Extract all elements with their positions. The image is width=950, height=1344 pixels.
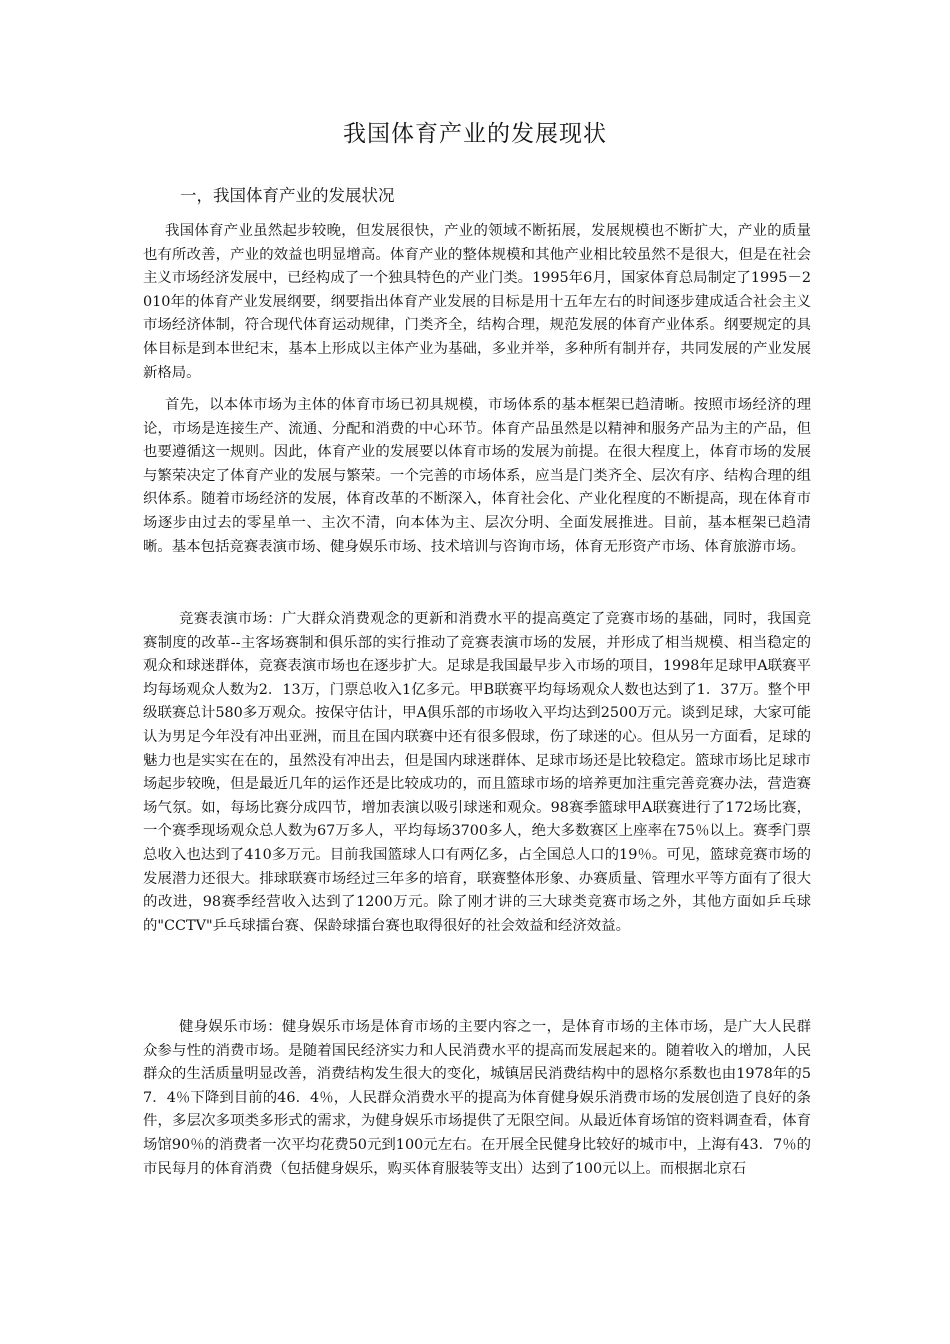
page-title: 我国体育产业的发展现状: [343, 121, 607, 147]
paragraph-intro: 我国体育产业虽然起步较晚，但发展很快，产业的领域不断拓展，发展规模也不断扩大，产业的质量也有所改善，产业的效益也明显增高。体育产业的整体规模和其他产业相比较虽然不是很大，但是在社会主义市场经济发展中，已经构成了一个独具特色的产业门类。1995年6月，国家体育总局制定了1995－2010年的体育产业发展纲要，纲要指出体育产业发展的目标是用十五年左右的时间逐步建成适合社会主义市场经济体制，符合现代体育运动规律，门类齐全，结构合理，规范发展的体育产业体系。纲要规定的具体目标是到本世纪末，基本上形成以主体产业为基础，多业并举，多种所有制并存，共同发展的产业发展新格局。: [143, 223, 811, 381]
paragraph-fitness-market: 健身娱乐市场：健身娱乐市场是体育市场的主要内容之一，是体育市场的主体市场，是广大人民群众参与性的消费市场。是随着国民经济实力和人民消费水平的提高而发展起来的。随着收入的增加，人民群众的生活质量明显改善，消费结构发生很大的变化，城镇居民消费结构中的恩格尔系数也由1978年的57．4％下降到目前的46．4％，人民群众消费水平的提高为体育健身娱乐消费市场的发展创造了良好的条件，多层次多项类多形式的需求，为健身娱乐市场提供了无限空间。从最近体育场馆的资料调查看，体育场馆90％的消费者一次平均花费50元到100元左右。在开展全民健身比较好的城市中，上海有43．7％的市民每月的体育消费（包括健身娱乐，购买体育服装等支出）达到了100元以上。而根据北京石: [143, 1019, 811, 1177]
section-heading: 一，我国体育产业的发展状况: [180, 186, 395, 205]
paragraph-competition-market: 竞赛表演市场：广大群众消费观念的更新和消费水平的提高奠定了竞赛市场的基础，同时，我国竞赛制度的改革--主客场赛制和俱乐部的实行推动了竞赛表演市场的发展，并形成了相当规模、相当稳定的观众和球迷群体，竞赛表演市场也在逐步扩大。足球是我国最早步入市场的项目，1998年足球甲A联赛平均每场观众人数为2．13万，门票总收入1亿多元。甲B联赛平均每场观众人数也达到了1．37万。整个甲级联赛总计580多万观众。按保守估计，甲A俱乐部的市场收入平均达到2500万元。谈到足球，大家可能认为男足今年没有冲出亚洲，而且在国内联赛中还有很多假球，伤了球迷的心。但从另一方面看，足球的魅力也是实实在在的，虽然没有冲出去，但是国内球迷群体、足球市场还是比较稳定。篮球市场比足球市场起步较晚，但是最近几年的运作还是比较成功的，而且篮球市场的培养更加注重完善竞赛办法，营造赛场气氛。如，每场比赛分成四节，增加表演以吸引球迷和观众。98赛季篮球甲A联赛进行了172场比赛，一个赛季现场观众总人数为67万多人，平均每场3700多人，绝大多数赛区上座率在75％以上。赛季门票总收入也达到了410多万元。目前我国篮球人口有两亿多，占全国总人口的19％。可见，篮球竞赛市场的发展潜力还很大。排球联赛市场经过三年多的培育，联赛整体形象、办赛质量、管理水平等方面有了很大的改进，98赛季经营收入达到了1200万元。除了刚才讲的三大球类竞赛市场之外，其他方面如乒乓球的"CCTV"乒乓球擂台赛、保龄球擂台赛也取得很好的社会效益和经济效益。: [143, 611, 811, 934]
paragraph-market-framework: 首先，以本体市场为主体的体育市场已初具规模，市场体系的基本框架已趋清晰。按照市场经济的理论，市场是连接生产、流通、分配和消费的中心环节。体育产品虽然是以精神和服务产品为主的产品，但也要遵循这一规则。因此，体育产业的发展要以体育市场的发展为前提。在很大程度上，体育市场的发展与繁荣决定了体育产业的发展与繁荣。一个完善的市场体系，应当是门类齐全、层次有序、结构合理的组织体系。随着市场经济的发展，体育改革的不断深入，体育社会化、产业化程度的不断提高，现在体育市场逐步由过去的零星单一、主次不清，向本体为主、层次分明、全面发展推进。目前，基本框架已趋清晰。基本包括竞赛表演市场、健身娱乐市场、技术培训与咨询市场，体育无形资产市场、体育旅游市场。: [143, 397, 811, 555]
